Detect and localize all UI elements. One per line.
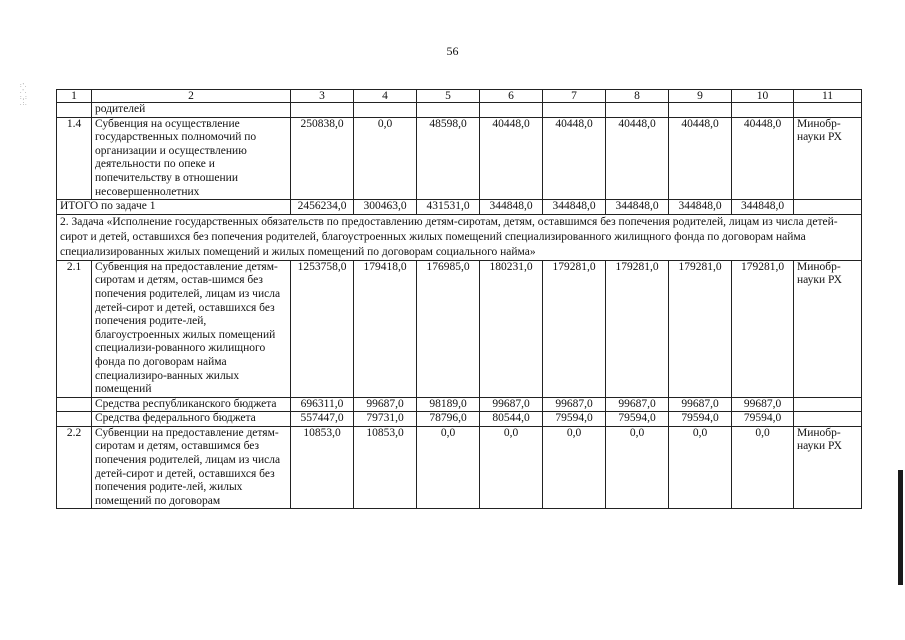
amount-cell: 0,0 — [543, 426, 606, 509]
amount-cell: 431531,0 — [417, 200, 480, 215]
amount-cell — [669, 103, 732, 118]
header-row — [57, 90, 862, 103]
amount-cell: 344848,0 — [732, 200, 794, 215]
header-cell: 1 — [57, 90, 92, 103]
amount-cell: 10853,0 — [291, 426, 354, 509]
section-heading-row — [57, 214, 862, 260]
amount-cell: 79594,0 — [543, 412, 606, 427]
executor-cell — [794, 412, 862, 427]
executor-cell — [794, 103, 862, 118]
amount-cell: 344848,0 — [543, 200, 606, 215]
row-number — [57, 103, 92, 118]
amount-cell: 40448,0 — [543, 117, 606, 200]
amount-cell — [417, 103, 480, 118]
amount-cell: 300463,0 — [354, 200, 417, 215]
amount-cell: 10853,0 — [354, 426, 417, 509]
amount-cell: 48598,0 — [417, 117, 480, 200]
executor-cell: Минобр-науки РХ — [794, 117, 862, 200]
page-number: 56 — [446, 44, 459, 58]
amount-cell: 250838,0 — [291, 117, 354, 200]
amount-cell: 0,0 — [417, 426, 480, 509]
amount-cell: 344848,0 — [606, 200, 669, 215]
margin-stamp-mark: :'. .'. :,: .:. — [20, 83, 28, 107]
header-cell: 10 — [732, 90, 794, 103]
row-number — [57, 397, 92, 412]
executor-cell — [794, 397, 862, 412]
row-number: 2.1 — [57, 260, 92, 397]
amount-cell: 2456234,0 — [291, 200, 354, 215]
executor-cell: Минобр-науки РХ — [794, 426, 862, 509]
amount-cell: 179281,0 — [732, 260, 794, 397]
table-row — [57, 260, 862, 397]
amount-cell: 99687,0 — [354, 397, 417, 412]
amount-cell: 176985,0 — [417, 260, 480, 397]
amount-cell: 98189,0 — [417, 397, 480, 412]
amount-cell: 40448,0 — [732, 117, 794, 200]
amount-cell: 79594,0 — [732, 412, 794, 427]
amount-cell — [291, 103, 354, 118]
amount-cell: 40448,0 — [669, 117, 732, 200]
amount-cell: 99687,0 — [669, 397, 732, 412]
budget-table — [56, 89, 862, 509]
row-description: Субвенция на предоставление детям-сиротам и детям, остав-шимся без попечения родителей, лицам из числа детей-сирот и детей, оставшихся без попечения родите-лей, благоустроенных жилых помещений специализи-рованного жилищного фонда по договорам найма специализиро-ванных жилых помещений — [92, 260, 291, 397]
header-cell: 4 — [354, 90, 417, 103]
header-cell: 8 — [606, 90, 669, 103]
section-heading: 2. Задача «Исполнение государственных обязательств по предоставлению детям-сиротам, детям, оставшимся без попечения родителей, лицам из числа детей-сирот и детей, оставшихся без попечения родителей, благоустроенных жилых помещений специализированного жилищного фонда по договорам найма специализированных жилых помещений и жилых помещений по договорам социального найма» — [57, 214, 862, 260]
row-number: 2.2 — [57, 426, 92, 509]
amount-cell: 344848,0 — [480, 200, 543, 215]
row-description: Субвенции на предоставление детям-сиротам и детям, оставшимся без попечения родителей, лицам из числа детей-сирот и детей, оставшихся без попечения родите-лей, жилых помещений по договорам — [92, 426, 291, 509]
amount-cell: 79594,0 — [606, 412, 669, 427]
amount-cell: 99687,0 — [480, 397, 543, 412]
row-number — [57, 412, 92, 427]
header-cell: 9 — [669, 90, 732, 103]
table-row — [57, 412, 862, 427]
amount-cell: 99687,0 — [732, 397, 794, 412]
header-cell: 6 — [480, 90, 543, 103]
amount-cell: 179418,0 — [354, 260, 417, 397]
amount-cell: 40448,0 — [480, 117, 543, 200]
total-row — [57, 200, 862, 215]
amount-cell: 0,0 — [732, 426, 794, 509]
executor-cell: Минобр-науки РХ — [794, 260, 862, 397]
amount-cell: 78796,0 — [417, 412, 480, 427]
table-row — [57, 103, 862, 118]
amount-cell: 344848,0 — [669, 200, 732, 215]
amount-cell: 99687,0 — [606, 397, 669, 412]
row-description: Средства республиканского бюджета — [92, 397, 291, 412]
scan-edge-mark — [898, 470, 903, 585]
amount-cell: 79594,0 — [669, 412, 732, 427]
amount-cell — [606, 103, 669, 118]
table-row — [57, 397, 862, 412]
header-cell: 2 — [92, 90, 291, 103]
amount-cell: 557447,0 — [291, 412, 354, 427]
amount-cell: 1253758,0 — [291, 260, 354, 397]
header-cell: 3 — [291, 90, 354, 103]
amount-cell: 0,0 — [480, 426, 543, 509]
amount-cell — [480, 103, 543, 118]
row-description: Средства федерального бюджета — [92, 412, 291, 427]
executor-cell — [794, 200, 862, 215]
row-description: родителей — [92, 103, 291, 118]
amount-cell: 99687,0 — [543, 397, 606, 412]
amount-cell: 179281,0 — [669, 260, 732, 397]
total-label: ИТОГО по задаче 1 — [57, 200, 291, 215]
amount-cell: 80544,0 — [480, 412, 543, 427]
amount-cell: 179281,0 — [543, 260, 606, 397]
row-description: Субвенция на осуществление государственных полномочий по организации и осуществлению деятельности по опеке и попечительству в отношении несовершеннолетних — [92, 117, 291, 200]
header-cell: 11 — [794, 90, 862, 103]
amount-cell: 696311,0 — [291, 397, 354, 412]
amount-cell — [543, 103, 606, 118]
amount-cell — [732, 103, 794, 118]
amount-cell: 180231,0 — [480, 260, 543, 397]
header-cell: 5 — [417, 90, 480, 103]
table-row — [57, 117, 862, 200]
amount-cell — [354, 103, 417, 118]
amount-cell: 79731,0 — [354, 412, 417, 427]
table-row — [57, 426, 862, 509]
amount-cell: 40448,0 — [606, 117, 669, 200]
row-number: 1.4 — [57, 117, 92, 200]
header-cell: 7 — [543, 90, 606, 103]
amount-cell: 0,0 — [669, 426, 732, 509]
amount-cell: 179281,0 — [606, 260, 669, 397]
amount-cell: 0,0 — [354, 117, 417, 200]
amount-cell: 0,0 — [606, 426, 669, 509]
table-body — [57, 90, 862, 509]
